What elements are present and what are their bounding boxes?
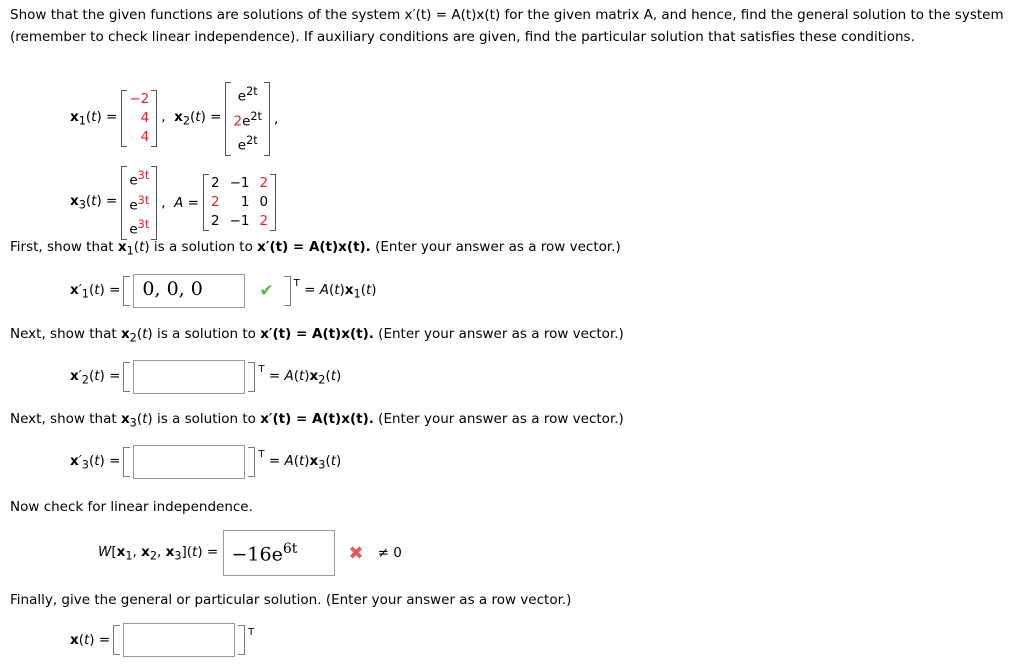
question-5-text: Finally, give the general or particular solution. (Enter your answer as a row vector.): [10, 592, 572, 608]
x2-vector: [225, 82, 269, 156]
x3-derivative-input[interactable]: [133, 445, 245, 479]
not-equal-zero: ≠ 0: [377, 545, 402, 561]
answer-row-2: $x'_2(t)$ = T = $A(t)x_2(t)$: [70, 360, 341, 394]
x1-vector: [121, 90, 157, 147]
cross-icon: ✖: [348, 542, 364, 564]
question-2-text: Next, show that $x_2(t)$ is a solution to x′(t) = A(t)x(t). (Enter your answer as a row vector.): [10, 326, 624, 345]
checkmark-icon: ✔: [259, 281, 274, 301]
entry: $e^{3t}$: [129, 193, 150, 213]
entry: $e^{3t}$: [129, 218, 150, 238]
entry: −1: [229, 175, 250, 192]
entry: 2: [259, 175, 269, 192]
entry: 1: [240, 194, 250, 211]
entry: 4: [140, 110, 150, 127]
wronskian-row: $W[x_1$, $x_2$, $x_3](t)$ = $-16e^{6t}$ ✖ ≠ 0: [98, 530, 402, 576]
entry: 0: [259, 194, 269, 211]
entry: $2e^{2t}$: [233, 109, 262, 129]
question-4-text: Now check for linear independence.: [10, 499, 253, 515]
entry: −1: [229, 213, 250, 230]
answer-row-3: $x'_3(t)$ = T = $A(t)x_3(t)$: [70, 445, 341, 479]
x3-vector: [121, 166, 157, 240]
wronskian-input[interactable]: $-16e^{6t}$: [223, 530, 335, 576]
entry: 4: [140, 129, 150, 146]
x1-derivative-input[interactable]: 0, 0, 0: [133, 274, 245, 308]
general-solution-input[interactable]: [123, 623, 235, 657]
x2-derivative-input[interactable]: [133, 360, 245, 394]
answer-row-5: x(t) = T: [70, 623, 254, 657]
answer-row-1: $x'_1(t)$ = 0, 0, 0 ✔ T = $A(t)x_1(t)$: [70, 274, 377, 308]
entry: $e^{2t}$: [237, 134, 258, 154]
matrix-A: [203, 174, 276, 231]
entry: 2: [210, 194, 220, 211]
question-3-text: Next, show that $x_3(t)$ is a solution to x′(t) = A(t)x(t). (Enter your answer as a row vector.): [10, 411, 624, 430]
entry: 2: [259, 213, 269, 230]
question-1-text: First, show that $x_1(t)$ is a solution to x′(t) = A(t)x(t). (Enter your answer as a row vector.): [10, 239, 621, 258]
entry: $e^{3t}$: [129, 169, 150, 189]
entry: −2: [129, 91, 150, 108]
entry: 2: [210, 175, 220, 192]
entry: $e^{2t}$: [237, 85, 258, 105]
x1-x2-definition: $x_1(t)$ = −2 4 4 , $x_2(t)$ = $e^{2t}$ $2e^{2t}$ $e^{2t}$ ,: [70, 82, 278, 156]
entry: 2: [210, 213, 220, 230]
x3-A-definition: $x_3(t)$ = $e^{3t}$ $e^{3t}$ $e^{3t}$ , A = 2 −1 2 2 1 0 2 −1 2: [70, 166, 280, 240]
problem-statement: Show that the given functions are solutions of the system x′(t) = A(t)x(t) for the given matrix A, and hence, find the general solution to the system (remember to check linear independence). If auxiliary conditions are given, find the particular solution that satisfies these conditions.: [10, 7, 1004, 45]
